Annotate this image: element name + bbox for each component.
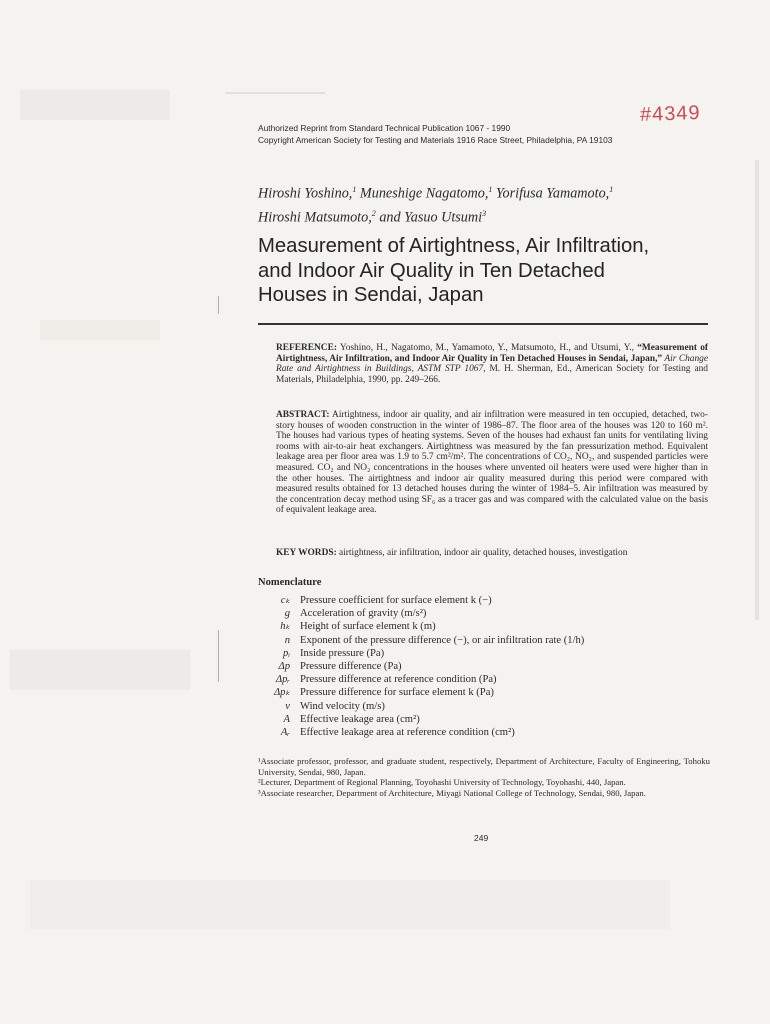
author-name: Yorifusa Yamamoto, [492,185,610,202]
authors-line-2 [258,204,728,228]
copyright-line: Copyright American Society for Testing and Materials 1916 Race Street, Philadelphia, PA 19103 [258,135,613,145]
nomenclature-definition: Wind velocity (m/s) [300,700,385,712]
margin-mark [218,630,219,682]
nomenclature-definition: Effective leakage area at reference condition (cm²) [300,726,515,738]
reference-paragraph [276,343,708,385]
reference-text: M. H. Sherman, Ed., American Society for Testing and Materials, Philadelphia, 1990, pp. 249–266. [276,364,708,385]
nomenclature-symbol: Δp [278,660,290,672]
footnote: ²Lecturer, Department of Regional Planning, Toyohashi University of Technology, Toyohashi, 440, Japan. [258,777,626,788]
title-line: Measurement of Airtightness, Air Infiltration, [258,235,650,257]
nomenclature-symbol: Δpᵣ [275,674,290,686]
nomenclature-symbol: hₖ [280,621,290,633]
nomenclature-symbol: Aᵣ [280,726,290,738]
author-name: Hiroshi Matsumoto, [258,209,372,226]
nomenclature-item [264,607,704,620]
nomenclature-item [264,713,704,726]
nomenclature-definition: Exponent of the pressure difference (−), or air infiltration rate (1/h) [300,634,585,646]
author-list [258,180,728,227]
abstract-paragraph [276,410,708,516]
reprint-header [258,122,698,146]
abstract-text: Airtightness, indoor air quality, and air infiltration were measured in ten occupied, detached, two-story houses of wooden construction in the winter of 1986–87. The floor area of the houses was 120 to 160 m². The houses had various types of heating systems. Seven of the houses had exhaust fan units for ventilating living rooms with air-to-air heat exchangers. Airtightness was measured by the fan pressurization method. Equivalent leakage area per floor area was 1.9 to 5.7 cm²/m². The concentrations of CO₂, NO₂, and suspended particles were measured. CO₂ and NO₂ concentrations in the houses where unvented oil heaters were used were higher than in the other houses. The airtightness and indoor air quality measured during this period were compared with measured results obtained for 13 detached houses during the winter of 1984–5. Air infiltration was measured by the concentration decay method using SF₆ as a tracer gas and was compared with the calculated value on the basis of equivalent leakage area. [276,410,708,516]
title-line: and Indoor Air Quality in Ten Detached [258,259,605,282]
title-line: Houses in Sendai, Japan [258,284,484,306]
reference-label: REFERENCE: [276,343,337,353]
nomenclature-symbol: v [285,700,290,712]
nomenclature-definition: Acceleration of gravity (m/s²) [300,608,427,620]
authors-line-1 [258,180,728,204]
affiliation-mark: 1 [352,185,357,194]
footnotes [258,756,710,799]
nomenclature-item [264,673,704,686]
keywords-label: KEY WORDS: [276,548,337,558]
page-number: 249 [474,833,489,843]
nomenclature-item [264,700,704,713]
title-divider [258,323,708,325]
nomenclature-definition: Pressure difference (Pa) [300,660,402,672]
margin-mark [218,296,219,314]
paper-title [258,234,728,308]
nomenclature-symbol: cₖ [280,595,290,606]
scan-noise [40,320,160,340]
nomenclature-definition: Pressure difference for surface element k (Pa) [300,687,494,699]
nomenclature-symbol: pᵢ [283,647,290,659]
nomenclature-item [264,686,704,699]
nomenclature-symbol: g [284,608,290,620]
affiliation-mark: 1 [609,185,614,194]
affiliation-mark: 3 [482,208,487,218]
nomenclature-symbol: n [284,634,290,646]
nomenclature-definition: Effective leakage area (cm²) [300,713,420,725]
reference-title: “Measurement of Airtightness, Air Infiltration, and Indoor Air Quality in Ten Detached Houses in Sendai, Japan,” [276,343,709,364]
nomenclature-item [264,634,704,647]
nomenclature-heading: Nomenclature [258,577,322,588]
affiliation-mark: 1 [488,185,493,194]
scan-noise [20,90,170,120]
nomenclature-definition: Pressure coefficient for surface element k (−) [300,595,492,606]
nomenclature-item [264,594,704,607]
handwritten-number: #4349 [639,101,701,127]
scan-edge-mark [755,160,759,620]
reprint-line: Authorized Reprint from Standard Technical Publication 1067 - 1990 [258,123,511,133]
nomenclature-item [264,660,704,673]
nomenclature-item [264,726,704,739]
nomenclature-definition: Pressure difference at reference condition (Pa) [300,674,497,686]
footnote: ³Associate researcher, Department of Architecture, Miyagi National College of Technology, Sendai, 980, Japan. [258,788,646,799]
keywords-text: airtightness, air infiltration, indoor air quality, detached houses, investigation [336,548,628,558]
scan-noise [10,650,190,690]
abstract-label: ABSTRACT: [276,410,330,420]
nomenclature-symbol: Δpₖ [273,687,290,699]
nomenclature-symbol: A [283,713,290,725]
affiliation-mark: 2 [371,208,376,218]
footnote: ¹Associate professor, professor, and graduate student, respectively, Department of Architecture, Faculty of Engineering, Tohoku University, Sendai, 980, Japan. [258,756,710,777]
nomenclature-definition: Inside pressure (Pa) [300,647,385,659]
author-name: Hiroshi Yoshino, [258,185,353,202]
nomenclature-list [264,594,704,739]
reference-source: Air Change Rate and Airtightness in Buildings, ASTM STP 1067, [276,353,708,375]
author-name: and Yasuo Utsumi [375,209,483,226]
nomenclature-definition: Height of surface element k (m) [300,621,436,633]
reference-text: Yoshino, H., Nagatomo, M., Yamamoto, Y., Matsumoto, H., and Utsumi, Y., [336,343,638,353]
author-name: Muneshige Nagatomo, [356,185,489,202]
nomenclature-item [264,647,704,660]
nomenclature-item [264,620,704,633]
keywords-paragraph [276,548,708,559]
scan-noise [30,880,670,930]
scan-noise [225,92,325,94]
